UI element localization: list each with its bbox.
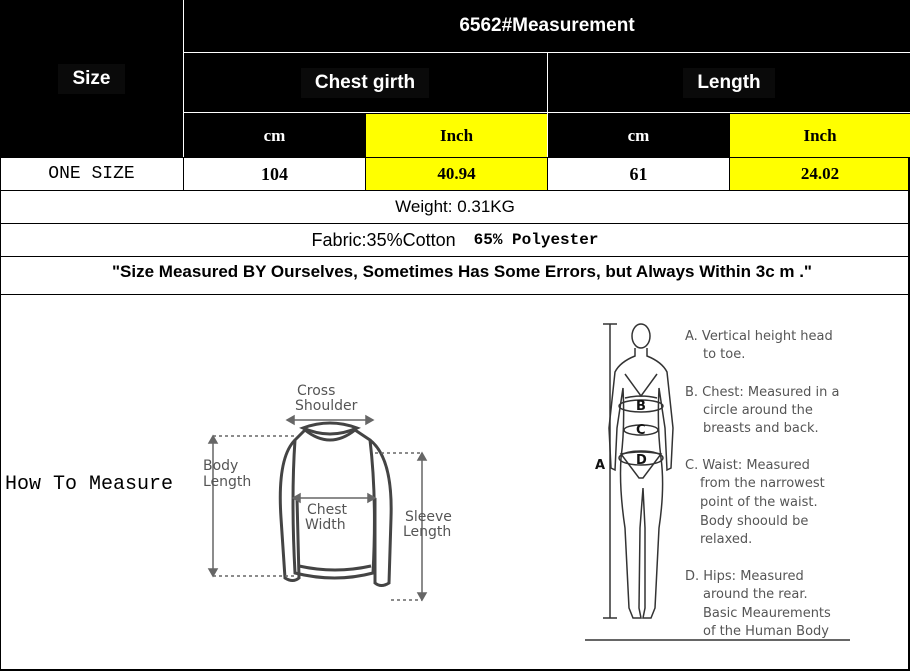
header-divider — [184, 112, 910, 113]
sleeve-length-label: Sleeve — [405, 509, 452, 525]
row-size: ONE SIZE — [48, 164, 135, 184]
note-b: circle around the — [703, 403, 813, 418]
marker-a: A — [595, 458, 606, 473]
chest-width-label: Width — [305, 517, 346, 533]
note-d: D. Hips: Measured — [685, 569, 804, 584]
length-header — [548, 54, 910, 112]
note-a: A. Vertical height head — [685, 329, 833, 344]
table-line — [0, 223, 910, 224]
chest-girth-header — [184, 54, 546, 112]
chest-inch-header: Inch — [366, 114, 547, 157]
table-line — [0, 190, 910, 191]
marker-d: D — [636, 453, 647, 468]
sweater-left-sleeve — [280, 440, 299, 581]
table-line — [365, 157, 366, 191]
row-chest-cm: 104 — [261, 163, 288, 184]
note-c: relaxed. — [700, 532, 753, 547]
sweater-hem — [299, 566, 371, 570]
note-a: to toe. — [703, 347, 746, 362]
length-header-label: Length — [683, 68, 774, 98]
table-line — [0, 157, 1, 671]
sleeve-length-label: Length — [403, 524, 452, 540]
body-diagram — [585, 318, 850, 648]
table-line — [0, 256, 910, 257]
marker-b: B — [636, 399, 646, 414]
note-d: of the Human Body — [703, 624, 829, 639]
cross-shoulder-label: Shoulder — [295, 398, 358, 414]
table-line — [547, 157, 548, 191]
measurement-note: "Size Measured BY Ourselves, Sometimes Has Some Errors, but Always Within 3c m ." — [112, 262, 812, 281]
note-b: B. Chest: Measured in a — [685, 385, 840, 400]
note-b: breasts and back. — [703, 421, 819, 436]
row-chest-inch: 40.94 — [366, 158, 547, 190]
size-header — [0, 0, 183, 157]
table-line — [0, 294, 910, 295]
marker-c: C — [636, 423, 646, 438]
sweater-diagram — [195, 378, 465, 610]
cross-shoulder-label: Cross — [297, 383, 336, 399]
sweater-neck — [303, 423, 357, 434]
length-inch-header: Inch — [730, 114, 910, 157]
head-outline — [632, 324, 650, 348]
body-length-label: Body — [203, 458, 239, 474]
how-to-measure-label: How To Measure — [5, 473, 174, 496]
body-length-label: Length — [203, 474, 252, 490]
note-c: Body shoould be — [700, 514, 809, 529]
note-c: from the narrowest — [700, 476, 825, 491]
torso-outline — [609, 348, 673, 618]
chest-width-label: Chest — [307, 502, 348, 518]
row-length-inch: 24.02 — [730, 158, 910, 190]
row-length-cm: 61 — [629, 163, 648, 184]
note-row — [0, 257, 910, 294]
fabric-row — [0, 224, 910, 256]
chest-girth-header-label: Chest girth — [301, 68, 429, 98]
header-divider — [183, 0, 184, 157]
note-d: around the rear. — [703, 587, 808, 602]
size-header-label: Size — [58, 64, 124, 94]
fabric-polyester: 65% Polyester — [473, 231, 599, 249]
measurement-title-label: 6562#Measurement — [459, 15, 635, 36]
chest-cm-header: cm — [184, 114, 365, 157]
note-d: Basic Meaurements — [703, 606, 831, 621]
table-line — [729, 157, 730, 191]
fabric-cotton: Fabric:35%Cotton — [311, 229, 456, 250]
weight-row: Weight: 0.31KG — [395, 197, 515, 216]
table-line — [0, 157, 910, 158]
bra-outline — [625, 374, 657, 398]
measurement-title — [184, 0, 910, 52]
length-cm-header: cm — [548, 114, 729, 157]
note-c: point of the waist. — [700, 495, 818, 510]
note-c: C. Waist: Measured — [685, 458, 810, 473]
table-line — [183, 157, 184, 191]
header-divider — [547, 53, 548, 157]
